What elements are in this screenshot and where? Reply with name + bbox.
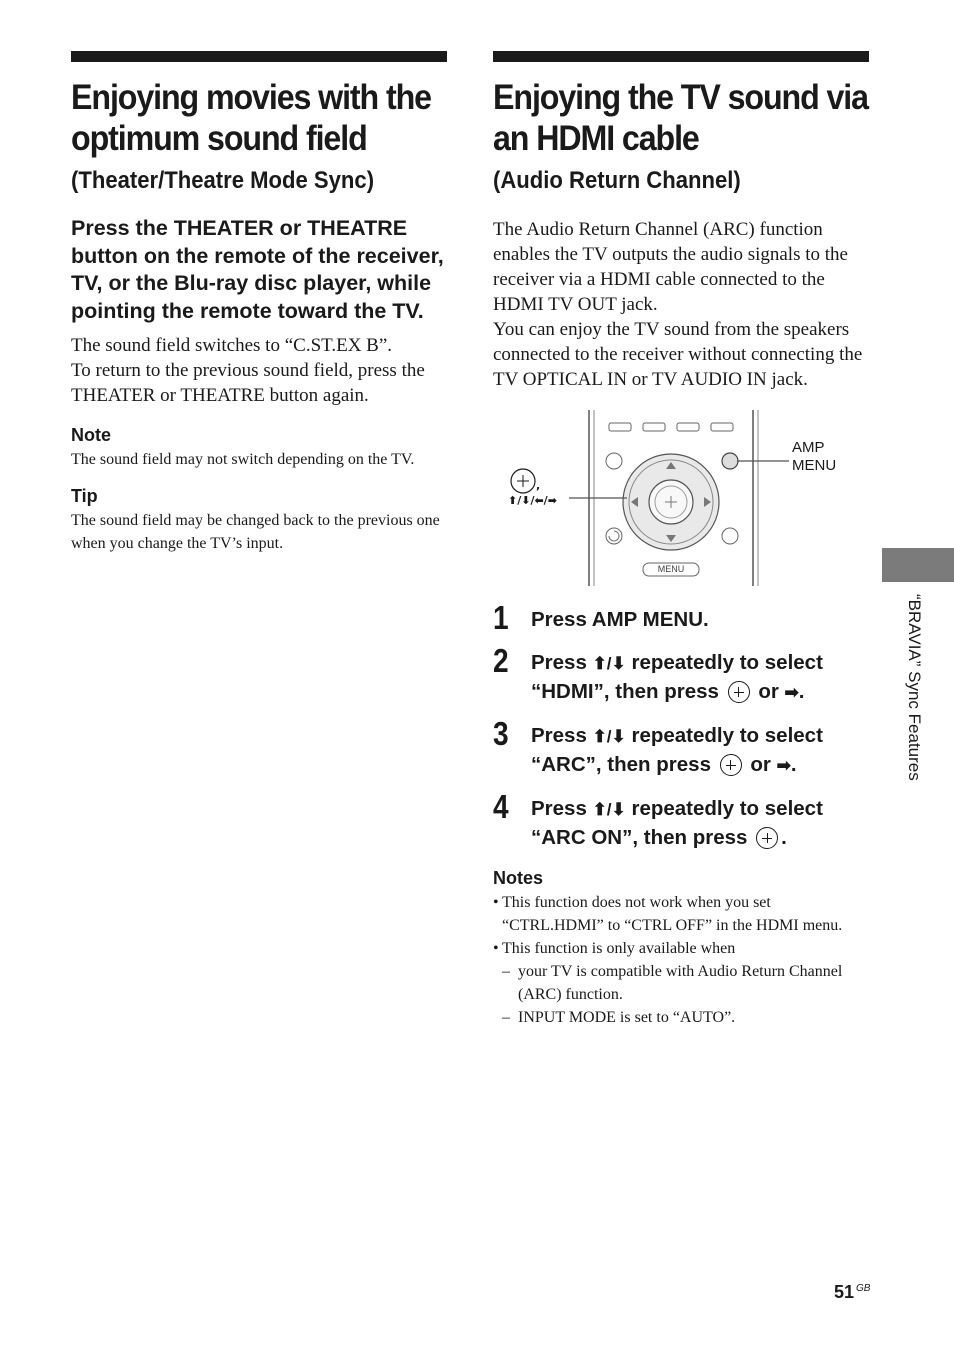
note-heading: Note [71, 425, 111, 445]
left-column [71, 51, 447, 555]
notes-heading: Notes [493, 868, 544, 888]
section-rule [493, 51, 869, 62]
chapter-tab [882, 548, 954, 582]
note-text: The sound field may not switch depending on the TV. [71, 451, 415, 468]
right-column [493, 51, 869, 1029]
menu-button-label: MENU [657, 564, 685, 574]
lead-instruction: Press the THEATER or THEATRE button on the remote of the receiver, TV, or the Blu-ray disc player, while pointing the remote toward the TV. [71, 216, 444, 323]
up-down-arrows-icon: ⬆/⬇ [592, 654, 626, 673]
up-down-arrows-icon: ⬆/⬇ [592, 727, 626, 746]
up-down-arrows-icon: ⬆/⬇ [592, 800, 626, 819]
amp-menu-label: AMP MENU [792, 439, 837, 474]
page-number: 51 $^{GB}$ [834, 1282, 871, 1302]
tip-text: The sound field may be changed back to the previous one when you change the TV’s input. [71, 512, 440, 552]
intro-line-1: The Audio Return Channel (ARC) function enables the TV outputs the audio signals to the receiver via a HDMI cable connected to the HDMI TV OUT jack. [493, 219, 848, 315]
chapter-label: “BRAVIA” Sync Features [905, 594, 924, 781]
section-title: Enjoying the TV sound via an HDMI cable [493, 78, 868, 158]
up-down-left-right-arrows-icon: ⬆/⬇/⬅/➡ [508, 494, 557, 507]
section-subtitle: (Audio Return Channel) [493, 167, 741, 194]
tip-heading: Tip [71, 486, 98, 506]
step-1 [493, 599, 869, 636]
step-4 [493, 788, 869, 852]
enter-button-icon [720, 754, 742, 776]
intro-text [493, 217, 869, 392]
right-arrow-icon: ➡ [776, 756, 791, 775]
note-item: • This function does not work when you set “CTRL.HDMI” to “CTRL OFF” in the HDMI menu. [493, 891, 869, 937]
note-item: • This function is only available when [493, 937, 869, 960]
body-text [71, 333, 447, 408]
body-line-1: The sound field switches to “C.ST.EX B”. [71, 335, 393, 356]
arrows-label [508, 479, 557, 507]
arrow-comma: , [536, 479, 541, 492]
bullet: • [493, 894, 499, 911]
section-title: Enjoying movies with the optimum sound field [71, 78, 431, 158]
step-text: Press ⬆/⬇ repeatedly to select “ARC ON”, then press . [531, 797, 823, 849]
sub-note-item: – your TV is compatible with Audio Return Channel (ARC) function. [493, 960, 869, 1006]
amp-menu-button [722, 453, 738, 469]
body-line-2: To return to the previous sound field, press the THEATER or THEATRE button again. [71, 360, 425, 406]
enter-button-icon [756, 827, 778, 849]
page-suffix: GB [856, 1283, 871, 1294]
step-number: 3 [493, 715, 509, 752]
intro-line-2: You can enjoy the TV sound from the speakers connected to the receiver without connecting the TV OPTICAL IN or TV AUDIO IN jack. [493, 319, 863, 390]
enter-button-icon [728, 681, 750, 703]
step-number: 4 [493, 788, 509, 825]
step-number: 2 [493, 642, 509, 679]
step-list [493, 599, 869, 852]
step-number: 1 [493, 599, 509, 636]
step-2 [493, 642, 869, 707]
bullet: • [493, 940, 499, 957]
section-subtitle: (Theater/Theatre Mode Sync) [71, 167, 375, 194]
step-text: Press ⬆/⬇ repeatedly to select “HDMI”, then press or ➡. [531, 651, 823, 703]
step-text: Press ⬆/⬇ repeatedly to select “ARC”, then press or ➡. [531, 724, 823, 776]
dash: – [502, 1009, 510, 1026]
remote-diagram [493, 410, 869, 586]
section-rule [71, 51, 447, 62]
sub-note-item: – INPUT MODE is set to “AUTO”. [493, 1006, 869, 1029]
step-3 [493, 715, 869, 780]
dash: – [502, 963, 510, 980]
step-text: Press AMP MENU. [531, 608, 709, 631]
right-arrow-icon: ➡ [784, 683, 799, 702]
